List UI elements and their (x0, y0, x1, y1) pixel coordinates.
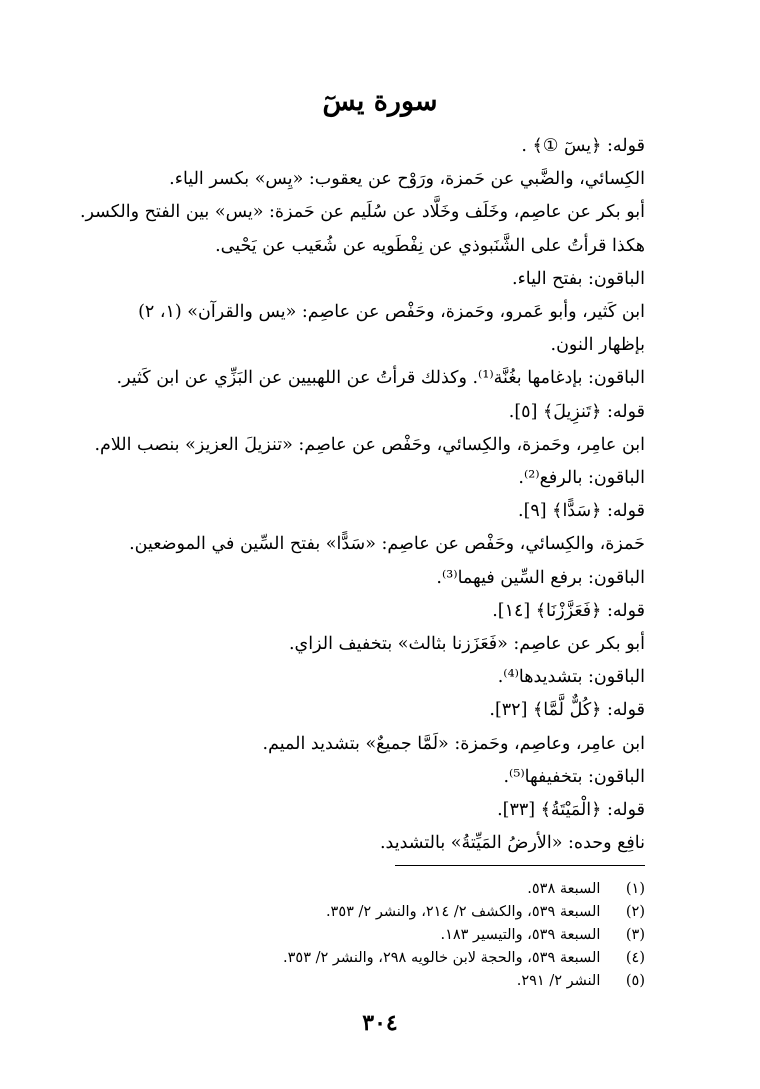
text-line: أبو بكر عن عاصِم: «فَعَزَزنا بثالث» بتخفيف الزاي. (288, 634, 645, 655)
text-line: نافِع وحده: «الأرضُ المَيِّتةُ» بالتشديد. (379, 833, 645, 854)
page-title: سورة يسٓ (322, 86, 438, 117)
text-line: الباقون: برفع السِّين فيهما⁽³⁾. (436, 567, 645, 588)
text-line: ابن عامِر، وحَمزة، والكِسائي، وحَفْص عن عاصِم: «تنزيلَ العزيز» بنصب اللام. (94, 434, 645, 455)
text-line: هكذا قرأتُ على الشَّنَبوذي عن نِفْطَويه عن شُعَيب عن يَحْيى. (215, 235, 645, 256)
footnote (85, 947, 645, 970)
text-line: قوله: ﴿تَنزِيلَ﴾ [٥]. (508, 401, 645, 422)
footnote-text: النشر ٢/ ٢٩١. (516, 973, 601, 989)
text-line: الباقون: بالرفع⁽²⁾. (518, 468, 645, 489)
footnote (85, 924, 645, 947)
text-line: قوله: ﴿سَدًّا﴾ [٩]. (518, 501, 645, 522)
footnotes (85, 878, 645, 993)
footnote-text: السبعة ٥٣٩، والتيسير ١٨٣. (440, 927, 601, 943)
footnote-text: السبعة ٥٣٩، والكشف ٢/ ٢١٤، والنشر ٢/ ٣٥٣. (325, 904, 601, 920)
text-line: الباقون: بإدغامها بغُنَّة⁽¹⁾. وكذلك قرأتُ عن اللهبيين عن البَزِّي عن ابن كَثير. (116, 368, 645, 389)
footnote (85, 878, 645, 901)
text-line: حَمزة، والكِسائي، وحَفْص عن عاصِم: «سَدًّا» بفتح السِّين في الموضعين. (129, 534, 645, 555)
text-line: قوله: ﴿يسٓ ①﴾ . (521, 136, 645, 156)
page-number: ٣٠٤ (362, 1010, 398, 1036)
text-line: قوله: ﴿كُلٌّ لَّمَّا﴾ [٣٢]. (489, 700, 645, 721)
footnote-number: (٢) (625, 904, 645, 920)
text-line: الباقون: بتشديدها⁽⁴⁾. (497, 667, 645, 688)
text-line: ابن عامِر، وعاصِم، وحَمزة: «لَمَّا جميعٌ» بتشديد الميم. (262, 733, 645, 754)
footnote-text: السبعة ٥٣٨. (527, 881, 601, 897)
footnote-number: (٣) (625, 927, 645, 943)
main-text (79, 130, 645, 860)
footnote-number: (٥) (625, 973, 645, 989)
text-line: الكِسائي، والضَّبي عن حَمزة، ورَوْح عن يعقوب: «يِس» بكسر الياء. (169, 169, 645, 190)
footnote (85, 901, 645, 924)
footnote-divider (395, 865, 645, 866)
text-line: قوله: ﴿الْمَيْتَةُ﴾ [٣٣]. (497, 800, 645, 821)
footnote-number: (١) (625, 881, 645, 897)
footnote-number: (٤) (625, 950, 645, 966)
footnote (85, 970, 645, 993)
text-line: الباقون: بتخفيفها⁽⁵⁾. (503, 766, 645, 787)
text-line: ابن كَثير، وأبو عَمرو، وحَمزة، وحَفْص عن عاصِم: «يس والقرآن» (١، ٢) بإظهار النون. (138, 302, 645, 356)
text-line: أبو بكر عن عاصِم، وخَلَف وخَلَّاد عن سُلَيم عن حَمزة: «يس» بين الفتح والكسر. (79, 202, 645, 223)
text-line: قوله: ﴿فَعَزَّزْنَا﴾ [١٤]. (492, 600, 645, 621)
text-line: الباقون: بفتح الياء. (512, 268, 645, 289)
footnote-text: السبعة ٥٣٩، والحجة لابن خالويه ٢٩٨، والنشر ٢/ ٣٥٣. (283, 950, 601, 966)
